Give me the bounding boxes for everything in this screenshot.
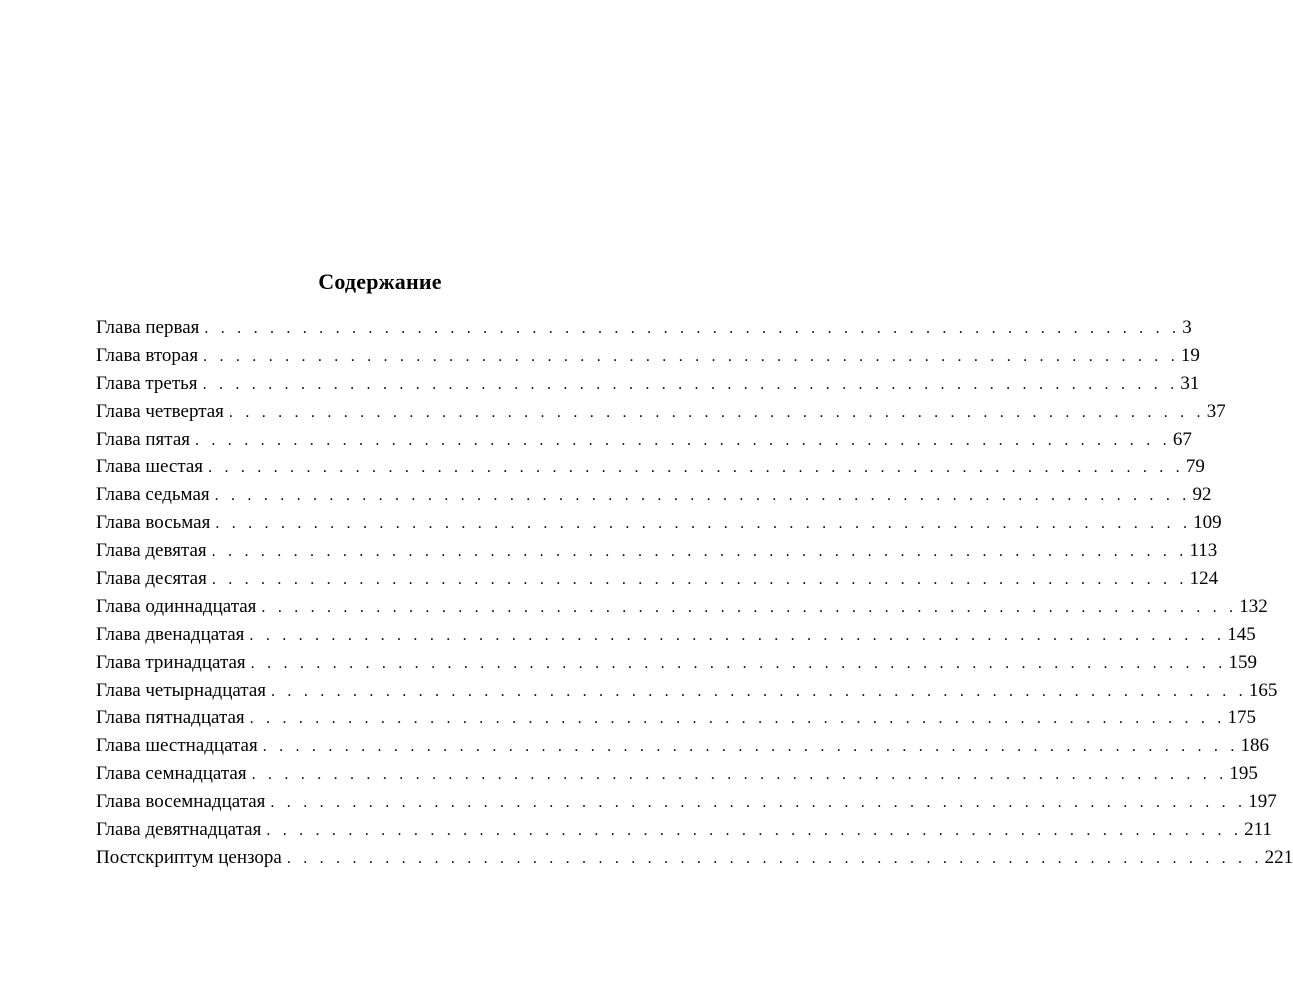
list-item — [96, 453, 1205, 481]
entry-title: Глава первая — [96, 317, 200, 338]
page-number: 186 — [1240, 735, 1270, 757]
dot-leader: . . . . . . . . . . . . . . . . . . . . . . . . . . . . . . . . . . . . . . . . . . . . . . . . . . . . . . . . . . . . — [271, 682, 1247, 700]
entry-title: Глава вторая — [96, 344, 199, 366]
entry-title: Глава шестая — [96, 456, 204, 478]
entry-title: Глава тринадцатая — [96, 651, 246, 673]
page-number: 19 — [1180, 344, 1200, 366]
list-item — [96, 593, 1268, 621]
table-of-contents — [96, 314, 1293, 872]
page-number: 67 — [1172, 428, 1192, 450]
dot-leader: . . . . . . . . . . . . . . . . . . . . . . . . . . . . . . . . . . . . . . . . . . . . . . . . . . . . . . . . . . . . — [286, 849, 1263, 867]
dot-leader: . . . . . . . . . . . . . . . . . . . . . . . . . . . . . . . . . . . . . . . . . . . . . . . . . . . . . . . . . . . . — [211, 543, 1188, 561]
entry-title: Глава четырнадцатая — [96, 679, 267, 701]
page-number: 31 — [1180, 372, 1200, 394]
page-number: 3 — [1182, 317, 1192, 338]
dot-leader: . . . . . . . . . . . . . . . . . . . . . . . . . . . . . . . . . . . . . . . . . . . . . . . . . . . . . . . . . . . . — [195, 431, 1171, 449]
list-item — [96, 732, 1270, 760]
dot-leader: . . . . . . . . . . . . . . . . . . . . . . . . . . . . . . . . . . . . . . . . . . . . . . . . . . . . . . . . . . . . — [214, 487, 1191, 505]
list-item — [96, 426, 1192, 454]
list-item — [96, 760, 1258, 788]
entry-title: Постскриптум цензора — [96, 846, 282, 868]
page-number: 145 — [1227, 623, 1256, 645]
entry-title: Глава шестнадцатая — [96, 735, 258, 757]
page-number: 197 — [1248, 791, 1277, 813]
entry-title: Глава девятая — [96, 540, 207, 562]
dot-leader: . . . . . . . . . . . . . . . . . . . . . . . . . . . . . . . . . . . . . . . . . . . . . . . . . . . . . . . . . . . . — [208, 459, 1184, 477]
entry-title: Глава пятая — [96, 428, 190, 450]
entry-title: Глава одиннадцатая — [96, 595, 257, 617]
entry-title: Глава третья — [96, 372, 198, 394]
entry-title: Глава семнадцатая — [96, 763, 247, 785]
dot-leader: . . . . . . . . . . . . . . . . . . . . . . . . . . . . . . . . . . . . . . . . . . . . . . . . . . . . . . . . . . . . — [202, 375, 1179, 393]
page-number: 79 — [1185, 456, 1205, 478]
dot-leader: . . . . . . . . . . . . . . . . . . . . . . . . . . . . . . . . . . . . . . . . . . . . . . . . . . . . . . . . . . . . — [204, 320, 1181, 337]
page-number: 175 — [1227, 707, 1256, 729]
entry-title: Глава пятнадцатая — [96, 707, 245, 729]
entry-title: Глава восемнадцатая — [96, 791, 266, 813]
dot-leader: . . . . . . . . . . . . . . . . . . . . . . . . . . . . . . . . . . . . . . . . . . . . . . . . . . . . . . . . . . . . — [215, 515, 1192, 533]
dot-leader: . . . . . . . . . . . . . . . . . . . . . . . . . . . . . . . . . . . . . . . . . . . . . . . . . . . . . . . . . . . . — [249, 710, 1226, 728]
list-item — [96, 649, 1257, 677]
entry-title: Глава десятая — [96, 568, 207, 590]
entry-title: Глава восьмая — [96, 512, 211, 534]
entry-title: Глава четвертая — [96, 400, 224, 422]
page-number: 124 — [1189, 568, 1219, 590]
page-number: 221 — [1264, 846, 1293, 868]
list-item — [96, 342, 1200, 370]
entry-title: Глава седьмая — [96, 484, 210, 506]
page-number: 159 — [1228, 651, 1257, 673]
dot-leader: . . . . . . . . . . . . . . . . . . . . . . . . . . . . . . . . . . . . . . . . . . . . . . . . . . . . . . . . . . . . — [211, 571, 1188, 589]
list-item — [96, 816, 1272, 844]
dot-leader: . . . . . . . . . . . . . . . . . . . . . . . . . . . . . . . . . . . . . . . . . . . . . . . . . . . . . . . . . . . . — [266, 822, 1243, 840]
page-number: 113 — [1189, 540, 1218, 562]
list-item — [96, 565, 1219, 593]
list-item — [96, 481, 1212, 509]
page-number: 165 — [1248, 679, 1278, 701]
list-item — [96, 677, 1278, 705]
list-item — [96, 398, 1226, 426]
page-title: Содержание — [318, 269, 442, 294]
dot-leader: . . . . . . . . . . . . . . . . . . . . . . . . . . . . . . . . . . . . . . . . . . . . . . . . . . . . . . . . . . . . — [228, 403, 1205, 421]
list-item — [96, 314, 1192, 342]
page-number: 132 — [1239, 595, 1268, 617]
list-item — [96, 704, 1256, 732]
dot-leader: . . . . . . . . . . . . . . . . . . . . . . . . . . . . . . . . . . . . . . . . . . . . . . . . . . . . . . . . . . . . — [262, 738, 1239, 756]
page-number: 92 — [1192, 484, 1212, 506]
entry-title: Глава двенадцатая — [96, 623, 245, 645]
list-item — [96, 370, 1200, 398]
page-number: 211 — [1244, 819, 1272, 841]
list-item — [96, 788, 1277, 816]
entry-title: Глава девятнадцатая — [96, 819, 262, 841]
page-number: 109 — [1193, 512, 1222, 534]
page-number: 37 — [1206, 400, 1226, 422]
dot-leader: . . . . . . . . . . . . . . . . . . . . . . . . . . . . . . . . . . . . . . . . . . . . . . . . . . . . . . . . . . . . — [203, 347, 1179, 365]
dot-leader: . . . . . . . . . . . . . . . . . . . . . . . . . . . . . . . . . . . . . . . . . . . . . . . . . . . . . . . . . . . . — [261, 598, 1238, 616]
dot-leader: . . . . . . . . . . . . . . . . . . . . . . . . . . . . . . . . . . . . . . . . . . . . . . . . . . . . . . . . . . . . — [270, 794, 1247, 812]
list-item — [96, 621, 1256, 649]
dot-leader: . . . . . . . . . . . . . . . . . . . . . . . . . . . . . . . . . . . . . . . . . . . . . . . . . . . . . . . . . . . . — [250, 654, 1227, 672]
dot-leader: . . . . . . . . . . . . . . . . . . . . . . . . . . . . . . . . . . . . . . . . . . . . . . . . . . . . . . . . . . . . — [251, 766, 1228, 784]
list-item — [96, 844, 1293, 872]
list-item — [96, 509, 1222, 537]
list-item — [96, 537, 1218, 565]
dot-leader: . . . . . . . . . . . . . . . . . . . . . . . . . . . . . . . . . . . . . . . . . . . . . . . . . . . . . . . . . . . . — [249, 626, 1226, 644]
page-number: 195 — [1229, 763, 1258, 785]
